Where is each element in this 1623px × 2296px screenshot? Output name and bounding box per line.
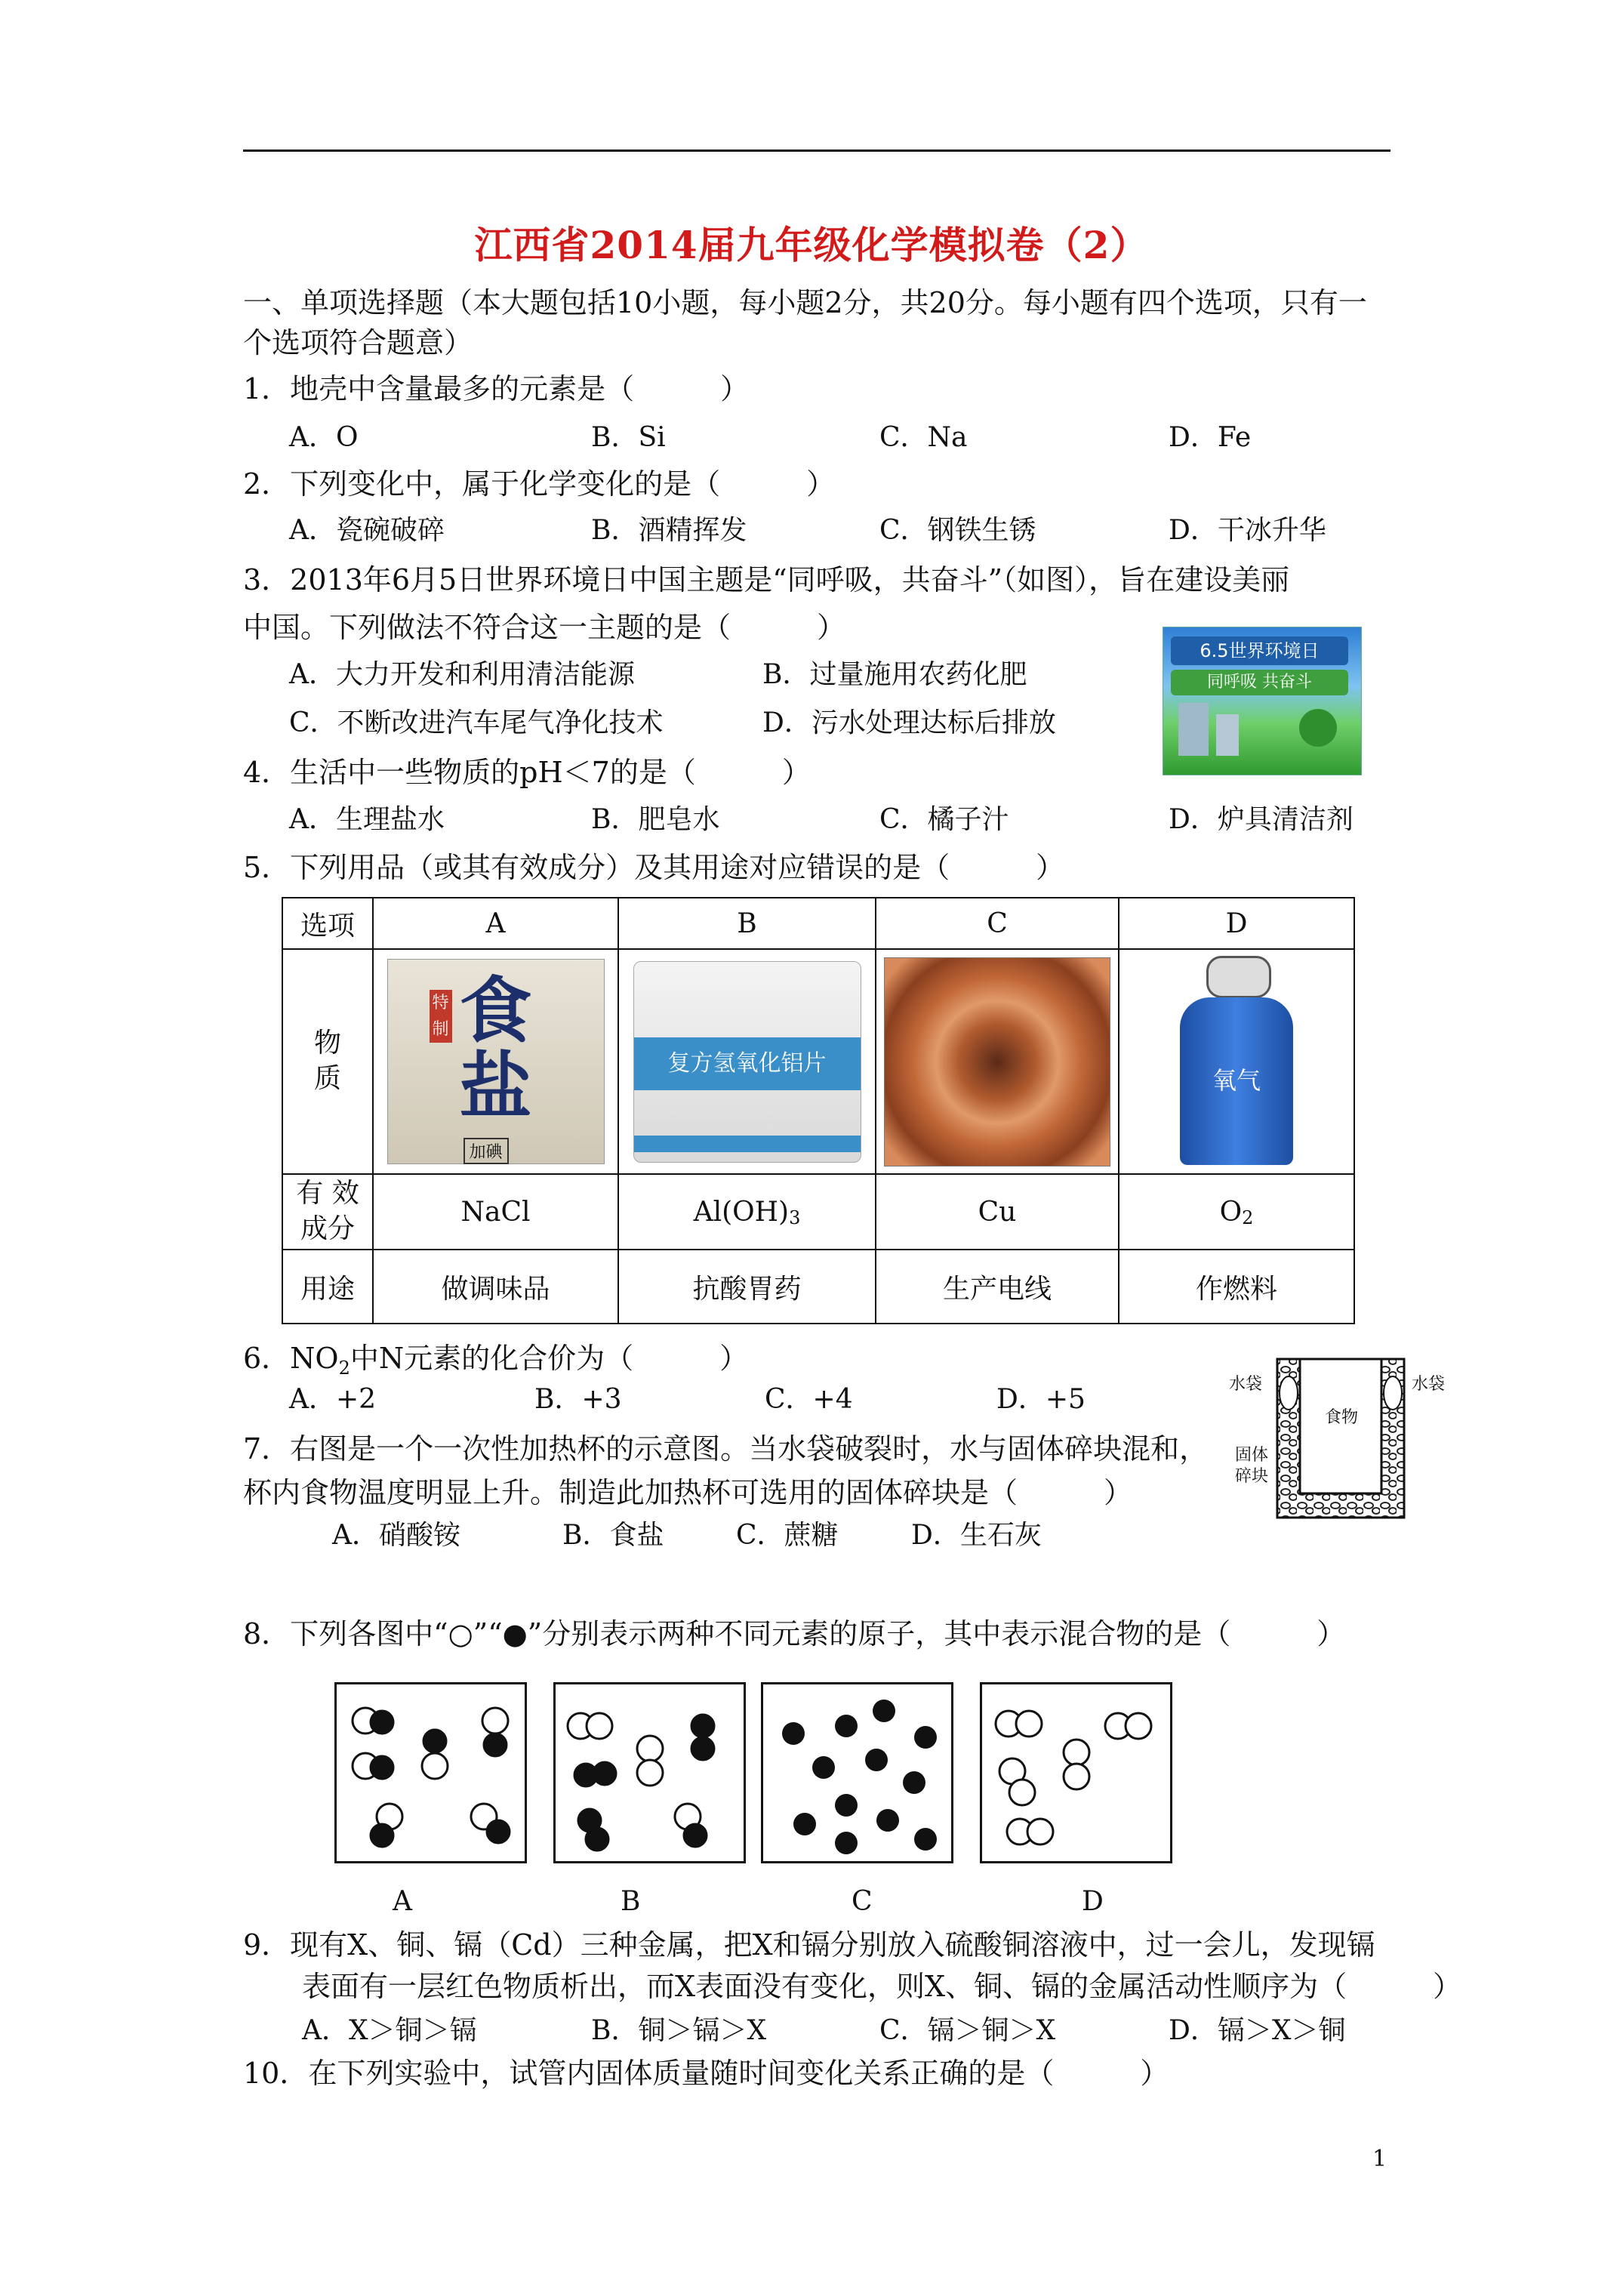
salt-bag-text: 盐 xyxy=(459,1043,532,1129)
table-cell: 抗酸胃药 xyxy=(617,1249,876,1324)
question-9-option-a: A．X＞铜＞镉 xyxy=(302,2015,477,2046)
question-7-stem-cont: 杯内食物温度明显上升。制造此加热杯可选用的固体碎块是（ ） xyxy=(243,1476,1133,1509)
question-6-option-a: A．+2 xyxy=(289,1384,377,1415)
table-image-cell xyxy=(875,948,1119,1175)
diagram-label-solid: 固体 xyxy=(1235,1446,1269,1465)
page-title: 江西省2014届九年级化学模拟卷（2） xyxy=(474,223,1149,267)
question-2-option-b: B．酒精挥发 xyxy=(591,515,747,546)
question-6-option-c: C．+4 xyxy=(765,1384,853,1415)
molecule-svg xyxy=(337,1684,525,1861)
question-5-stem: 5．下列用品（或其有效成分）及其用途对应错误的是（ ） xyxy=(243,851,1065,884)
table-image-cell xyxy=(1118,948,1355,1175)
question-3-stem: 3．2013年6月5日世界环境日中国主题是“同呼吸，共奋斗”（如图），旨在建设美丽 xyxy=(243,563,1290,596)
diagram-label-food: 食物 xyxy=(1325,1408,1359,1427)
molecule-box-b xyxy=(553,1682,746,1863)
question-2-option-a: A．瓷碗破碎 xyxy=(289,515,445,546)
question-6-stem xyxy=(243,1342,749,1379)
question-7-option-b: B．食盐 xyxy=(562,1520,664,1551)
question-3-option-c: C．不断改进汽车尾气净化技术 xyxy=(289,707,664,738)
table-row-label-text: 成分 xyxy=(300,1213,355,1244)
table-cell xyxy=(1118,1173,1355,1250)
molecule-svg xyxy=(763,1684,952,1861)
question-7-option-d: D．生石灰 xyxy=(911,1520,1042,1551)
molecule-svg xyxy=(982,1684,1171,1861)
tree-shape xyxy=(1299,709,1337,747)
table-header-cell: 选项 xyxy=(282,897,374,950)
question-1-stem: 1．地壳中含量最多的元素是（ ） xyxy=(243,372,750,405)
salt-bag-text: 食 xyxy=(459,968,532,1053)
molecule-box-label: A xyxy=(393,1886,412,1917)
table-row-label-text: 质 xyxy=(313,1063,341,1094)
table-row-label-text: 物 xyxy=(313,1028,341,1059)
heating-cup-diagram xyxy=(1230,1351,1449,1525)
table-cell xyxy=(372,1173,619,1250)
question-2-option-c: C．钢铁生锈 xyxy=(879,515,1036,546)
copper-wire-image xyxy=(884,957,1110,1166)
gas-tank-image xyxy=(1172,956,1301,1167)
question-7-stem: 7．右图是一个一次性加热杯的示意图。当水袋破裂时，水与固体碎块混和， xyxy=(243,1432,1209,1465)
diagram-label-water-bag: 水袋 xyxy=(1412,1375,1446,1394)
salt-bag-image xyxy=(387,959,605,1164)
table-row-label xyxy=(282,948,374,1175)
question-2-option-d: D．干冰升华 xyxy=(1169,515,1326,546)
table-cell: 生产电线 xyxy=(875,1249,1119,1324)
molecule-svg xyxy=(556,1684,744,1861)
question-10-stem: 10．在下列实验中，试管内固体质量随时间变化关系正确的是（ ） xyxy=(243,2057,1169,2090)
component-formula: Cu xyxy=(978,1196,1017,1228)
molecule-box-label: D xyxy=(1082,1886,1104,1917)
question-4-option-c: C．橘子汁 xyxy=(879,804,1009,835)
table-image-cell xyxy=(372,948,619,1175)
building-shape xyxy=(1216,714,1239,756)
table-cell: 做调味品 xyxy=(372,1249,619,1324)
question-9-option-c: C．镉＞铜＞X xyxy=(879,2015,1056,2046)
question-4-option-a: A．生理盐水 xyxy=(289,804,445,835)
stem-text: 中N元素的化合价为（ ） xyxy=(350,1342,749,1375)
question-3-option-d: D．污水处理达标后排放 xyxy=(762,707,1056,738)
question-8-stem: 8．下列各图中“○”“●”分别表示两种不同元素的原子，其中表示混合物的是（ ） xyxy=(243,1617,1346,1650)
question-2-stem: 2．下列变化中，属于化学变化的是（ ） xyxy=(243,467,836,501)
tank-label: 氧气 xyxy=(1212,1066,1261,1095)
question-5-table xyxy=(282,897,1355,1324)
table-row-label: 用途 xyxy=(282,1249,374,1324)
molecule-box-c xyxy=(761,1682,953,1863)
table-header-cell: B xyxy=(617,897,876,950)
table-header-cell: D xyxy=(1118,897,1355,950)
medicine-bottle-label: 复方氢氧化铝片 xyxy=(634,1037,861,1090)
question-1-option-a: A．O xyxy=(289,422,359,453)
question-9-option-b: B．铜＞镉＞X xyxy=(591,2015,767,2046)
table-cell: 作燃料 xyxy=(1118,1249,1355,1324)
table-cell xyxy=(875,1173,1119,1250)
gauge-shape xyxy=(1206,956,1271,998)
environment-day-caption-2: 同呼吸 共奋斗 xyxy=(1171,670,1348,695)
question-1-option-c: C．Na xyxy=(879,422,968,453)
component-formula: O xyxy=(1219,1196,1243,1228)
molecule-box-label: C xyxy=(852,1886,873,1917)
question-1-option-d: D．Fe xyxy=(1169,422,1252,453)
table-header-cell: A xyxy=(372,897,619,950)
question-3-option-a: A．大力开发和利用清洁能源 xyxy=(289,659,635,690)
table-cell xyxy=(617,1173,876,1250)
table-header-cell: C xyxy=(875,897,1119,950)
question-7-option-c: C．蔗糖 xyxy=(736,1520,839,1551)
table-row-label-text: 有 效 xyxy=(296,1178,359,1210)
building-shape xyxy=(1178,703,1209,756)
question-9-stem-cont: 表面有一层红色物质析出，而X表面没有变化，则X、铜、镉的金属活动性顺序为（ ） xyxy=(302,1970,1462,2003)
table-row-label xyxy=(282,1173,374,1250)
question-3-stem-cont: 中国。下列做法不符合这一主题的是（ ） xyxy=(243,611,846,644)
formula-subscript: 3 xyxy=(789,1207,801,1228)
salt-bag-label: 加碘 xyxy=(463,1138,509,1164)
question-9-option-d: D．镉＞X＞铜 xyxy=(1169,2015,1346,2046)
question-4-option-b: B．肥皂水 xyxy=(591,804,720,835)
section-heading-cont: 个选项符合题意） xyxy=(243,326,473,359)
diagram-label-water-bag: 水袋 xyxy=(1229,1375,1263,1394)
salt-bag-tag: 特制 xyxy=(430,990,452,1043)
question-3-option-b: B．过量施用农药化肥 xyxy=(762,659,1027,690)
formula-subscript: 2 xyxy=(338,1358,350,1379)
stem-text: 6．NO xyxy=(243,1342,339,1375)
question-6-option-b: B．+3 xyxy=(534,1384,622,1415)
question-7-option-a: A．硝酸铵 xyxy=(332,1520,460,1551)
bottle-stripe xyxy=(634,1136,861,1152)
molecule-box-label: B xyxy=(621,1886,641,1917)
medicine-bottle-image xyxy=(633,961,861,1163)
page-number: 1 xyxy=(1372,2146,1387,2172)
molecule-box-a xyxy=(334,1682,527,1863)
component-formula: Al(OH) xyxy=(693,1196,790,1228)
section-heading: 一、单项选择题（本大题包括10小题，每小题2分，共20分。每小题有四个选项，只有一 xyxy=(243,286,1367,319)
question-4-stem: 4．生活中一些物质的pH＜7的是（ ） xyxy=(243,756,811,789)
environment-day-caption-1: 6.5世界环境日 xyxy=(1171,636,1348,665)
question-1-option-b: B．Si xyxy=(591,422,666,453)
question-4-option-d: D．炉具清洁剂 xyxy=(1169,804,1354,835)
question-6-option-d: D．+5 xyxy=(996,1384,1086,1415)
header-rule xyxy=(243,149,1390,152)
component-formula: NaCl xyxy=(460,1196,531,1228)
environment-day-image xyxy=(1163,627,1362,775)
question-9-stem: 9．现有X、铜、镉（Cd）三种金属，把X和镉分别放入硫酸铜溶液中，过一会儿，发现镉 xyxy=(243,1928,1375,1962)
table-image-cell xyxy=(617,948,876,1175)
diagram-label-solid: 碎块 xyxy=(1235,1467,1269,1486)
molecule-box-d xyxy=(980,1682,1172,1863)
formula-subscript: 2 xyxy=(1242,1207,1254,1228)
